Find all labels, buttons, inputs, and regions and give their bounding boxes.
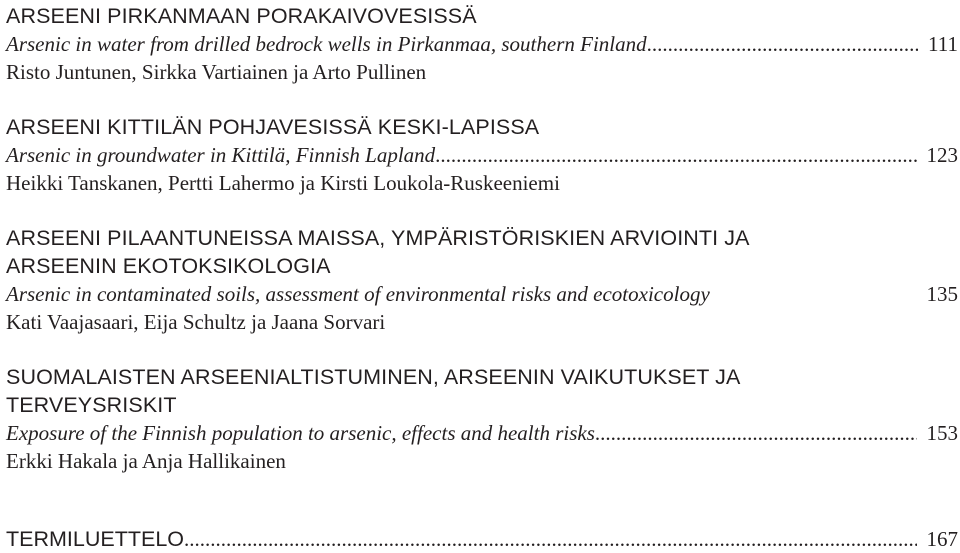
- toc-entry-exposure: [6, 363, 958, 475]
- entry-authors: Risto Juntunen, Sirkka Vartiainen ja Arto Pullinen: [6, 60, 427, 84]
- entry-authors: Erkki Hakala ja Anja Hallikainen: [6, 449, 286, 473]
- dot-leader: [595, 419, 917, 447]
- entry-subtitle: Arsenic in contaminated soils, assessment of environmental risks and ecotoxicology: [6, 282, 710, 306]
- toc-entry-kittila: [6, 113, 958, 197]
- entry-subtitle: Arsenic in water from drilled bedrock wells in Pirkanmaa, southern Finland: [6, 32, 647, 56]
- dot-leader: [647, 30, 918, 58]
- entry-subtitle: Exposure of the Finnish population to arsenic, effects and health risks: [6, 421, 595, 445]
- entry-authors: Heikki Tanskanen, Pertti Lahermo ja Kirsti Loukola-Ruskeeniemi: [6, 171, 560, 195]
- entry-heading-line: SUOMALAISTEN ARSEENIALTISTUMINEN, ARSEENIN VAIKUTUKSET JA: [6, 365, 741, 389]
- page-number: 135: [926, 282, 958, 306]
- entry-authors: Kati Vaajasaari, Eija Schultz ja Jaana Sorvari: [6, 310, 386, 334]
- entry-heading: [6, 363, 958, 419]
- toc-entry-pirkanmaa: [6, 2, 958, 86]
- entry-subtitle-row: [6, 419, 958, 447]
- entry-subtitle-row: [6, 141, 958, 169]
- page-number: 123: [926, 143, 958, 167]
- dot-leader: [435, 141, 916, 169]
- entry-heading: [6, 224, 958, 280]
- entry-heading-line: ARSEENIN EKOTOKSIKOLOGIA: [6, 254, 331, 278]
- page-number: 153: [926, 421, 958, 445]
- entry-heading-line: TERVEYSRISKIT: [6, 393, 177, 417]
- entry-subtitle-row: [6, 280, 958, 308]
- glossary-title: TERMILUETTELO: [6, 527, 184, 551]
- entry-heading-line: ARSEENI PILAANTUNEISSA MAISSA, YMPÄRISTÖRISKIEN ARVIOINTI JA: [6, 226, 750, 250]
- table-of-contents: [6, 2, 958, 502]
- page-number: 111: [928, 32, 958, 56]
- entry-subtitle: Arsenic in groundwater in Kittilä, Finnish Lapland: [6, 143, 436, 167]
- entry-heading: [6, 2, 958, 30]
- entry-heading: [6, 113, 958, 141]
- entry-heading-line: ARSEENI KITTILÄN POHJAVESISSÄ KESKI-LAPISSA: [6, 115, 540, 139]
- toc-entry-contaminated-soils: [6, 224, 958, 336]
- page-number: 167: [926, 527, 958, 551]
- entry-subtitle-row: [6, 30, 958, 58]
- entry-heading-line: ARSEENI PIRKANMAAN PORAKAIVOVESISSÄ: [6, 4, 477, 28]
